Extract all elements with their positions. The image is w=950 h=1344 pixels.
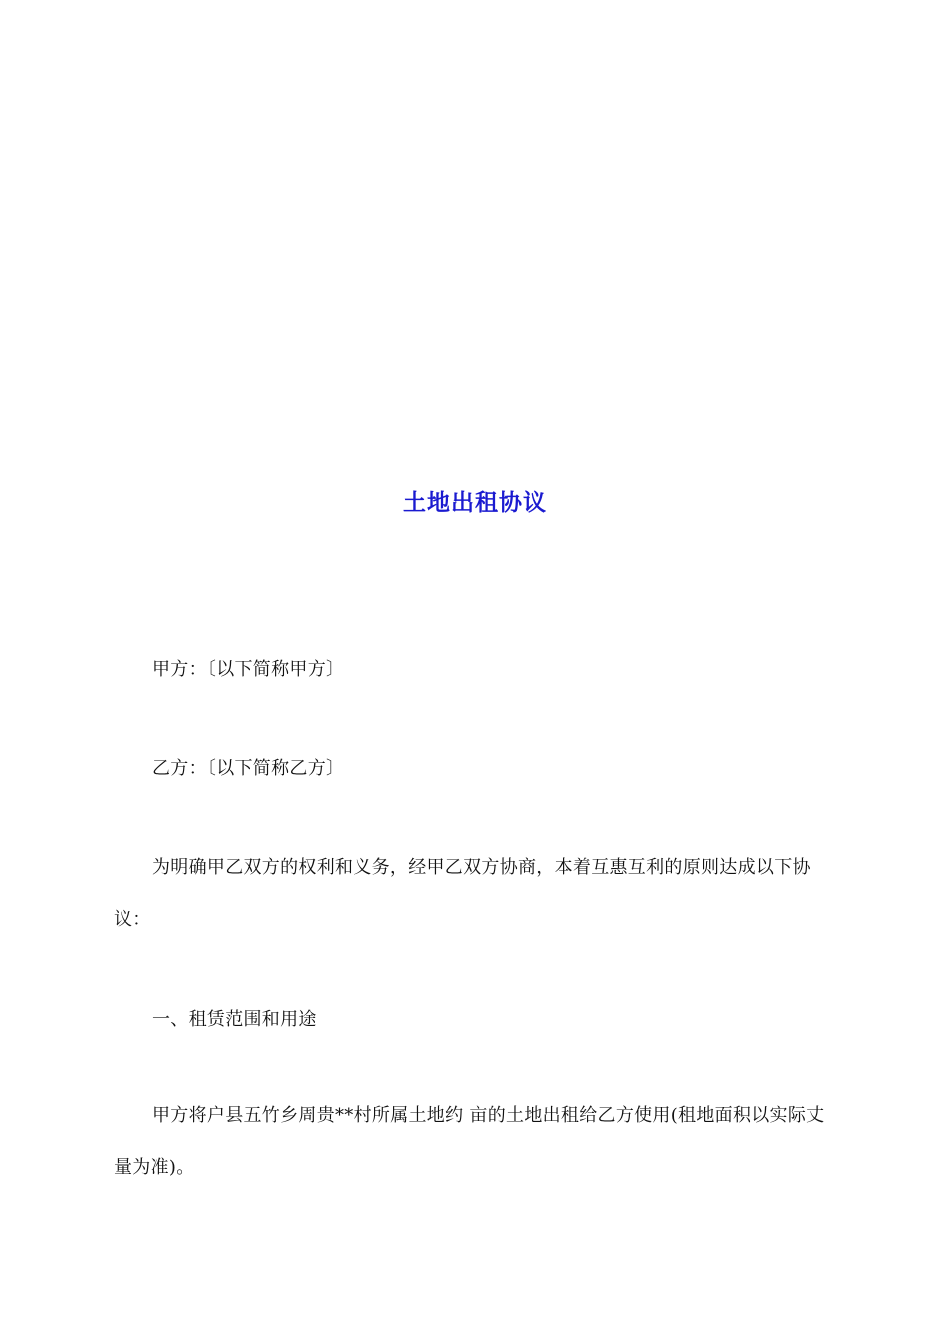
section-heading-1: 一、租赁范围和用途: [152, 1009, 317, 1030]
document-title: 土地出租协议: [403, 489, 547, 516]
party-a-line: 甲方：〔以下简称甲方〕: [152, 659, 345, 680]
section-1-paragraph: 甲方将户县五竹乡周贵**村所属土地约 亩的土地出租给乙方使用(租地面积以实际丈量为准)。: [114, 1105, 825, 1178]
party-b-line: 乙方：〔以下简称乙方〕: [152, 758, 345, 779]
preamble-paragraph: 为明确甲乙双方的权利和义务，经甲乙双方协商，本着互惠互利的原则达成以下协议：: [114, 857, 811, 930]
